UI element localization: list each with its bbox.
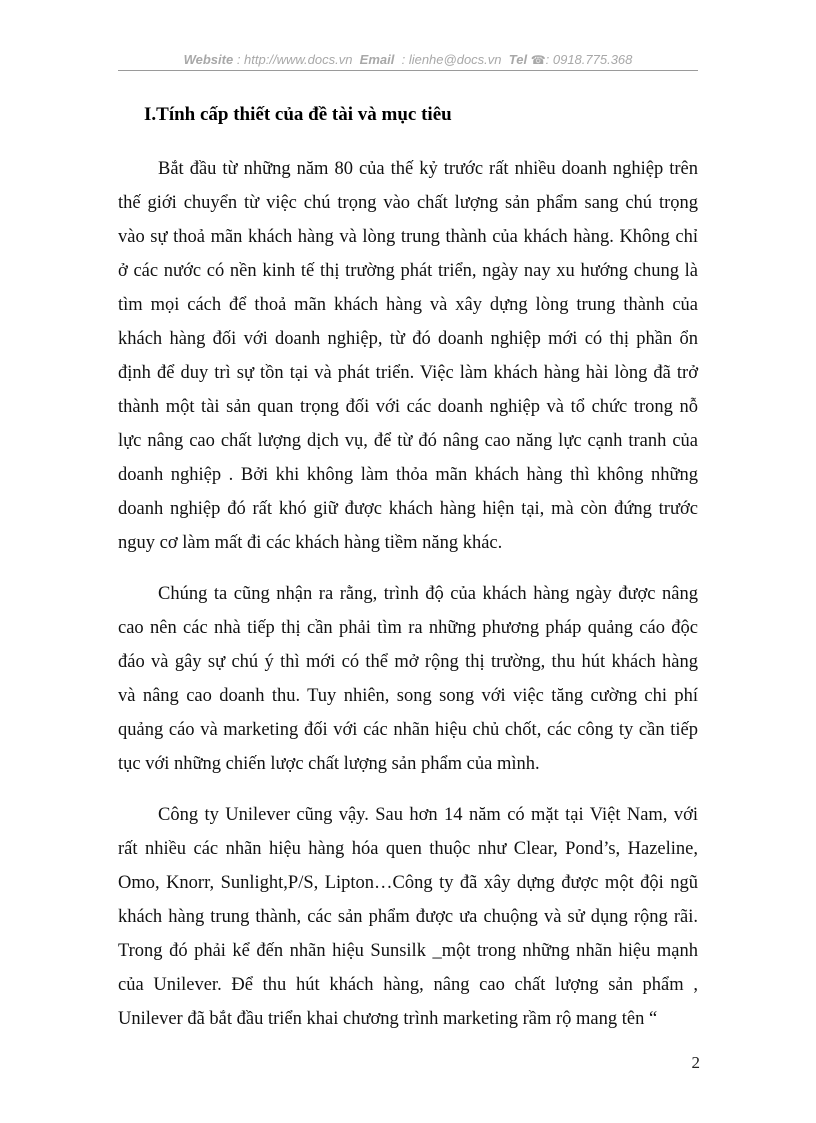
header-website-value: : http://www.docs.vn [236,52,353,67]
text-line: Omo, Knorr, Sunlight,P/S, Lipton…Công ty đã xây dựng được một đội ngũ [118,873,698,893]
text-line: Unilever đã bắt đầu triển khai chương trình marketing rầm rộ mang tên “ [118,1009,658,1029]
text-line: Trong đó phải kể đến nhãn hiệu Sunsilk _một trong những nhãn hiệu mạnh [118,941,698,961]
text-line: Chúng ta cũng nhận ra rằng, trình độ của khách hàng ngày được nâng [158,584,698,604]
paragraph [118,152,698,560]
phone-icon: ☎ [530,53,546,67]
text-line: ở các nước có nền kinh tế thị trường phát triển, ngày nay xu hướng chung là [118,261,698,281]
text-line: nguy cơ làm mất đi các khách hàng tiềm năng khác. [118,533,503,553]
text-line: rất nhiều các nhãn hiệu hàng hóa quen thuộc như Clear, Pond’s, Hazeline, [118,839,698,859]
header-email-label: Email [359,52,395,67]
text-line: vào sự thoả mãn khách hàng và lòng trung thành của khách hàng. Không chỉ [118,227,698,247]
section-heading: I.Tính cấp thiết của đề tài và mục tiêu [144,104,452,125]
text-line: và nâng cao doanh thu. Tuy nhiên, song song với việc tăng cường chi phí [118,686,698,706]
text-line: tục với những chiến lược chất lượng sản phẩm của mình. [118,754,540,774]
text-line: thế giới chuyển từ việc chú trọng vào chất lượng sản phẩm sang chú trọng [118,193,698,213]
paragraph [118,798,698,1036]
text-line: lực nâng cao chất lượng dịch vụ, để từ đó nâng cao năng lực cạnh tranh của [118,431,698,451]
header-divider [118,70,698,71]
text-line: định để duy trì sự tồn tại và phát triển. Việc làm khách hàng hài lòng đã trở [118,363,698,383]
header-tel-label: Tel [508,52,528,67]
text-line: cao nên các nhà tiếp thị cần phải tìm ra những phương pháp quảng cáo độc [118,618,698,638]
page-header [118,48,698,72]
text-line: doanh nghiệp . Bởi khi không làm thỏa mãn khách hàng thì không những [118,465,698,485]
text-line: thành một tài sản quan trọng đối với các doanh nghiệp và tổ chức trong nỗ [118,397,698,417]
text-line: đáo và gây sự chú ý thì mới có thể mở rộng thị trường, thu hút khách hàng [118,652,698,672]
header-website-label: Website [183,52,234,67]
header-email-value: : lienhe@docs.vn [401,52,502,67]
text-line: Bắt đầu từ những năm 80 của thế kỷ trước rất nhiều doanh nghiệp trên [158,159,698,179]
text-line: quảng cáo và marketing đối với các nhãn hiệu chủ chốt, các công ty cần tiếp [118,720,698,740]
text-line: khách hàng đối với doanh nghiệp, từ đó doanh nghiệp mới có thị phần ổn [118,329,698,349]
text-line: tìm mọi cách để thoả mãn khách hàng và xây dựng lòng trung thành của [118,295,698,315]
text-line: của Unilever. Để thu hút khách hàng, nâng cao chất lượng sản phẩm , [118,975,698,995]
header-tel-value: : 0918.775.368 [545,52,633,67]
text-line: khách hàng trung thành, các sản phẩm được ưa chuộng và sử dụng rộng rãi. [118,907,698,927]
text-line: doanh nghiệp đó rất khó giữ được khách hàng hiện tại, mà còn đứng trước [118,499,698,519]
text-line: Công ty Unilever cũng vậy. Sau hơn 14 năm có mặt tại Việt Nam, với [158,805,698,825]
body-text [118,152,698,1053]
paragraph [118,577,698,781]
page-number: 2 [691,1053,700,1072]
